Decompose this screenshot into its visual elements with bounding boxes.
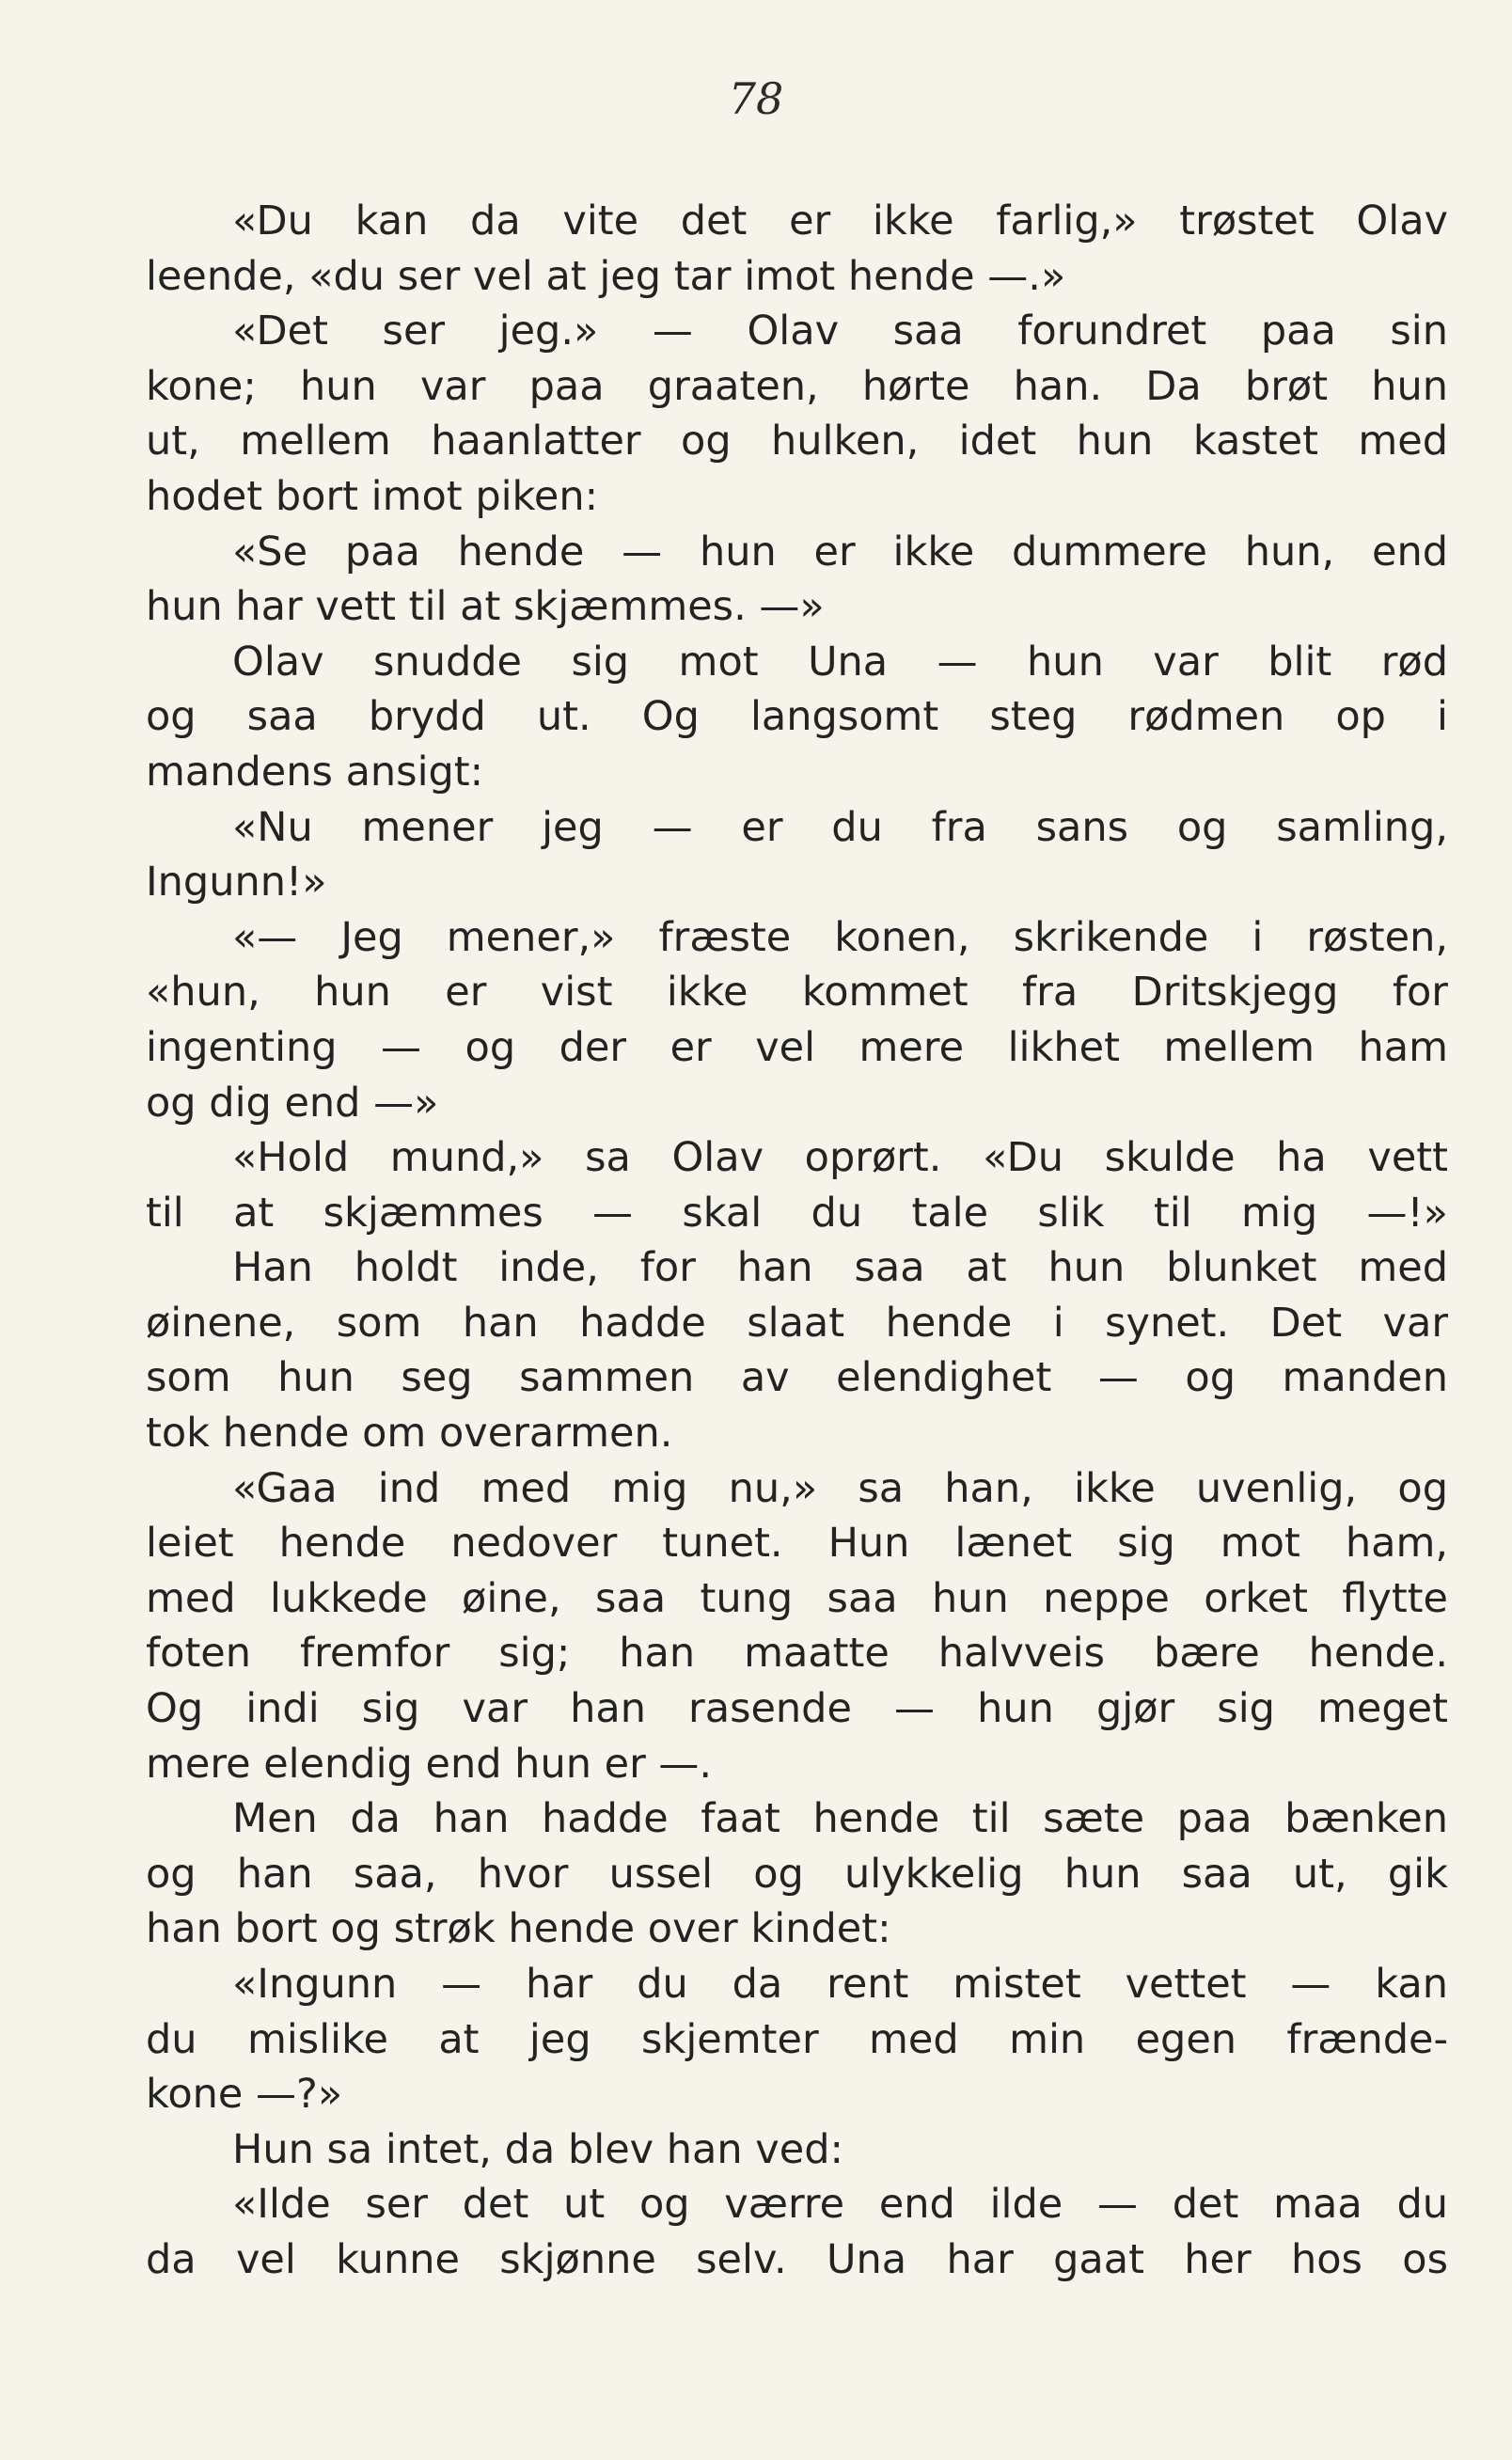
text-line: Men da han hadde faat hende til sæte paa bænken [232,1795,1448,1843]
text-line: «Gaa ind med mig nu,» sa han, ikke uvenlig, og [232,1464,1448,1512]
text-line: «Du kan da vite det er ikke farlig,» trøstet Olav [232,197,1448,244]
text-line: Olav snudde sig mot Una — hun var blit rød [232,638,1448,686]
text-line: med lukkede øine, saa tung saa hun neppe orket flytte [146,1574,1448,1622]
text-line: og dig end —» [146,1079,439,1127]
text-line: leiet hende nedover tunet. Hun lænet sig mot ham, [146,1520,1448,1568]
text-line: tok hende om overarmen. [146,1410,673,1458]
text-line: leende, «du ser vel at jeg tar imot hende —.» [146,252,1066,300]
text-line: kone —?» [146,2071,343,2119]
text-line: kone; hun var paa graaten, hørte han. Da brøt hun [146,362,1448,410]
text-line: da vel kunne skjønne selv. Una har gaat her hos os [146,2235,1448,2283]
text-line: ut, mellem haanlatter og hulken, idet hun kastet med [146,418,1448,465]
text-line: Ingunn!» [146,859,327,907]
text-line: «Nu mener jeg — er du fra sans og samling, [232,803,1448,851]
text-line: foten fremfor sig; han maatte halvveis bære hende. [146,1630,1448,1678]
text-line: og han saa, hvor ussel og ulykkelig hun saa ut, gik [146,1850,1448,1898]
text-line: som hun seg sammen av elendighet — og manden [146,1354,1448,1402]
text-line: «hun, hun er vist ikke kommet fra Dritskjegg for [146,969,1448,1017]
text-line: og saa brydd ut. Og langsomt steg rødmen op i [146,693,1448,741]
text-line: ingenting — og der er vel mere likhet mellem ham [146,1023,1448,1071]
text-line: mandens ansigt: [146,748,484,796]
text-line: han bort og strøk hende over kindet: [146,1905,891,1953]
text-line: Hun sa intet, da blev han ved: [232,2125,843,2173]
text-line: «Hold mund,» sa Olav oprørt. «Du skulde ha vett [232,1134,1448,1182]
text-line: hun har vett til at skjæmmes. —» [146,583,825,631]
text-line: «Ilde ser det ut og værre end ilde — det maa du [232,2181,1448,2229]
text-line: «Se paa hende — hun er ikke dummere hun, end [232,528,1448,576]
text-line: «Det ser jeg.» — Olav saa forundret paa sin [232,308,1448,355]
body-text [146,194,1448,2288]
text-line: Og indi sig var han rasende — hun gjør sig meget [146,1685,1448,1733]
text-line: til at skjæmmes — skal du tale slik til mig —!» [146,1189,1448,1237]
text-line: Han holdt inde, for han saa at hun blunket med [232,1244,1448,1292]
text-line: hodet bort imot piken: [146,472,599,520]
text-line: «— Jeg mener,» fræste konen, skrikende i røsten, [232,913,1448,961]
text-line: mere elendig end hun er —. [146,1740,713,1788]
text-line: øinene, som han hadde slaat hende i synet. Det var [146,1299,1448,1347]
text-line: du mislike at jeg skjemter med min egen frænde- [146,2015,1448,2063]
page-number: 78 [728,73,784,124]
text-line: «Ingunn — har du da rent mistet vettet — kan [232,1961,1448,2008]
